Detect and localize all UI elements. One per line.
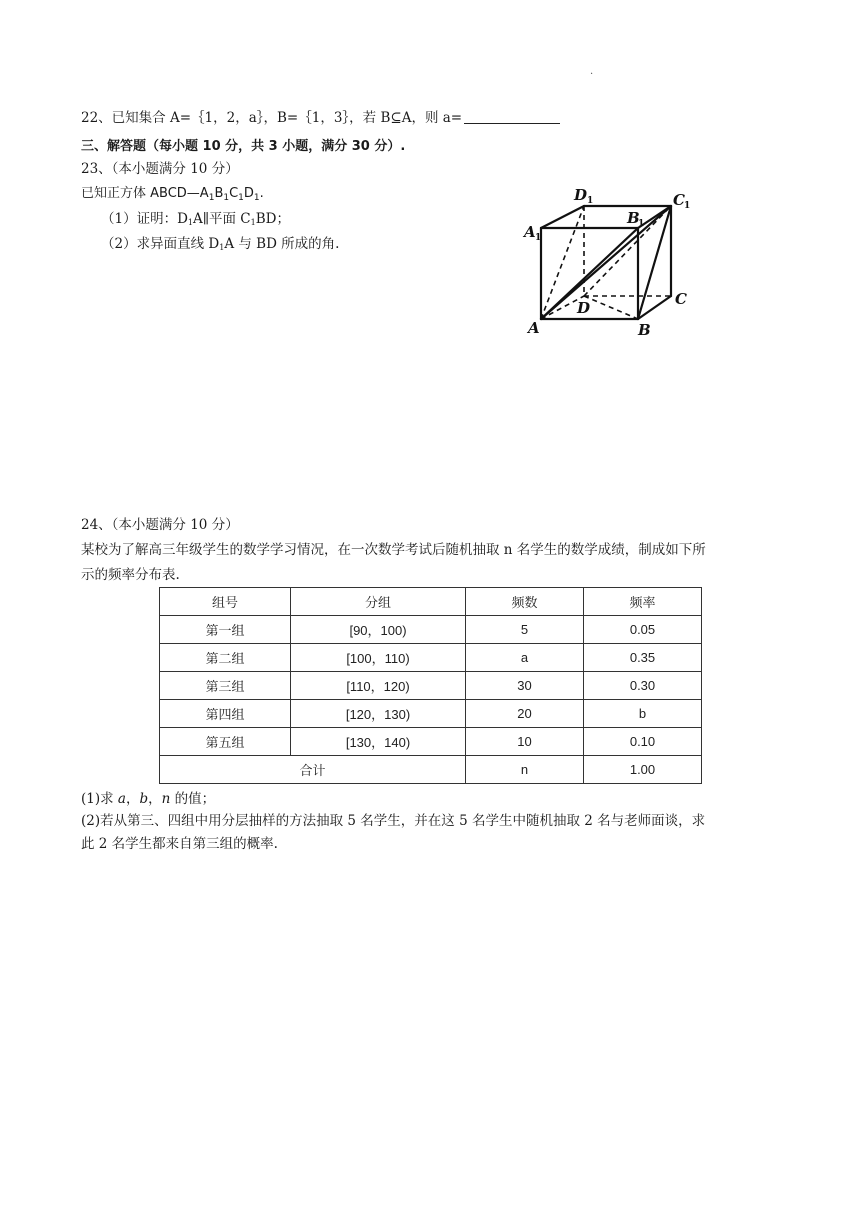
label-a1: A (524, 223, 536, 241)
cell-group: 第二组 (160, 644, 291, 672)
cell-group: 第四组 (160, 700, 291, 728)
cell-interval: [110，120) (291, 672, 466, 700)
header-group-number: 组号 (160, 588, 291, 616)
label-c1-sub: 1 (684, 201, 691, 211)
question-23-part-1: （1）证明：D1A∥平面 C1BD； (101, 211, 290, 227)
table-row (160, 700, 702, 728)
cell-interval: [90，100) (291, 616, 466, 644)
cell-total-count: n (466, 756, 584, 784)
table-row (160, 644, 702, 672)
table-row (160, 672, 702, 700)
cell-group: 第五组 (160, 728, 291, 756)
label-c1: C (673, 191, 685, 209)
header-interval: 分组 (291, 588, 466, 616)
cell-frequency: b (584, 700, 702, 728)
cell-frequency: 0.35 (584, 644, 702, 672)
cell-total-frequency: 1.00 (584, 756, 702, 784)
hidden-diagonal-db (584, 296, 638, 319)
cube-figure (518, 180, 698, 340)
cell-count: 5 (466, 616, 584, 644)
cell-interval: [100，110) (291, 644, 466, 672)
table-row (160, 728, 702, 756)
question-24-part-1: (1)求 a，b，n 的值； (81, 791, 216, 807)
label-d: D (577, 299, 591, 317)
table-header-row (160, 588, 702, 616)
diagonal-ac1 (541, 206, 671, 319)
header-count: 频数 (466, 588, 584, 616)
cell-count: 10 (466, 728, 584, 756)
label-d1: D (574, 186, 588, 204)
label-b1-sub: 1 (638, 219, 645, 229)
question-24-part-2-line-1: (2)若从第三、四组中用分层抽样的方法抽取 5 名学生，并在这 5 名学生中随机抽取 2 名与老师面谈，求 (81, 813, 706, 829)
cell-interval: [120，130) (291, 700, 466, 728)
question-24-part-2-line-2: 此 2 名学生都来自第三组的概率. (81, 836, 278, 852)
question-24-intro-line-2: 示的频率分布表. (81, 567, 180, 583)
question-24-intro-line-1: 某校为了解高三年级学生的数学学习情况，在一次数学考试后随机抽取 n 名学生的数学成绩，制成如下所 (81, 542, 706, 558)
page-mark: . (590, 66, 594, 77)
question-22 (81, 106, 560, 126)
cell-frequency: 0.05 (584, 616, 702, 644)
label-c: C (675, 290, 687, 308)
table-row (160, 616, 702, 644)
question-22-text: 22、已知集合 A=｛1，2，a｝，B=｛1，3｝，若 B⊆A，则 a= (81, 110, 463, 126)
label-a: A (528, 319, 540, 337)
cell-frequency: 0.10 (584, 728, 702, 756)
cell-group: 第一组 (160, 616, 291, 644)
label-d1-sub: 1 (587, 196, 594, 206)
table-total-row (160, 756, 702, 784)
cell-count: a (466, 644, 584, 672)
cell-frequency: 0.30 (584, 672, 702, 700)
cell-count: 30 (466, 672, 584, 700)
question-23-header: 23、（本小题满分 10 分） (81, 161, 239, 177)
section-title: 三、解答题（每小题 10 分，共 3 小题，满分 30 分）. (81, 139, 406, 154)
answer-blank[interactable] (464, 109, 560, 124)
header-frequency: 频率 (584, 588, 702, 616)
cell-group: 第三组 (160, 672, 291, 700)
question-23-part-2: （2）求异面直线 D1A 与 BD 所成的角. (101, 236, 340, 252)
cell-total-label: 合计 (160, 756, 466, 784)
label-a1-sub: 1 (535, 233, 542, 243)
label-b1: B (627, 209, 640, 227)
cell-interval: [130，140) (291, 728, 466, 756)
question-23-intro: 已知正方体 $ABCD—A_1B_1C_1D_1$. (81, 186, 264, 203)
label-b: B (638, 321, 651, 339)
cell-count: 20 (466, 700, 584, 728)
question-24-header: 24、（本小题满分 10 分） (81, 517, 239, 533)
frequency-table (159, 587, 702, 784)
